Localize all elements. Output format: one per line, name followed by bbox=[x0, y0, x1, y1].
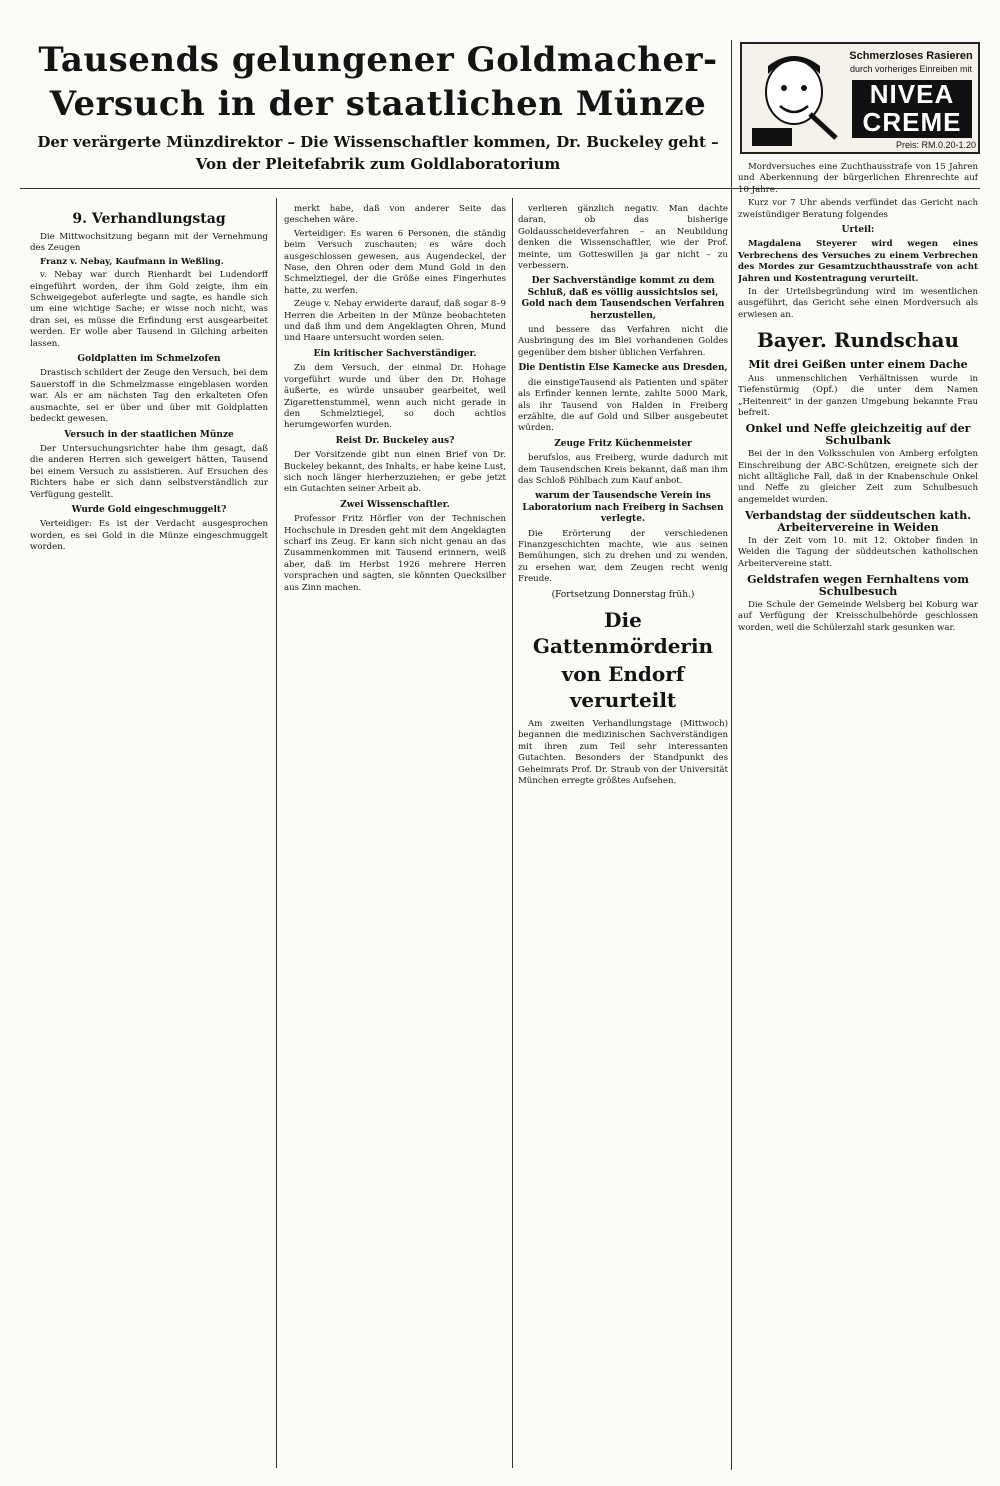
section-heading: 9. Verhandlungstag bbox=[72, 211, 226, 227]
headline-line-2: Versuch in der staatlichen Münze bbox=[49, 84, 707, 124]
article-headline-2: von Endorf verurteilt bbox=[561, 662, 685, 712]
continuation-note: (Fortsetzung Donnerstag früh.) bbox=[551, 589, 695, 600]
witness-line: Franz v. Nebay, Kaufmann in Weßling. bbox=[40, 256, 224, 267]
paragraph: verlieren gänzlich negativ. Man dachte daran, ob das bisherige Goldausscheideverfahren – an Neubildung denken die Wissenschaftler, wie der Prof. meinte, um Gotteswillen ja gar nicht – zu verbessern. bbox=[518, 204, 728, 272]
subheading: Verbandstag der süddeutschen kath. Arbeitervereine in Weiden bbox=[744, 509, 972, 534]
headline-line-1: Tausends gelungener Goldmacher- bbox=[38, 40, 718, 80]
paragraph: Mordversuches eine Zuchthausstrafe von 15 Jahren und Aberkennung der bürgerlichen Ehrenrechte auf 10 Jahre. bbox=[738, 162, 978, 195]
column-rule bbox=[276, 198, 277, 1468]
paragraph: Der Untersuchungsrichter habe ihm gesagt, daß die anderen Herren sich geweigert hätten, Tausend bei einem Versuch zu assistieren. Auf Ersuchen des Richters habe er sich dann selbstverständlich zur Verfügung gestellt. bbox=[30, 443, 268, 500]
paragraph: In der Urteilsbegründung wird im wesentlichen ausgeführt, das Gericht sehe einen Mordversuch als erwiesen an. bbox=[738, 287, 978, 320]
paragraph: In der Zeit vom 10. mit 12. Oktober finden in Weiden die Tagung der süddeutschen katholischen Arbeitervereine statt. bbox=[738, 535, 978, 569]
paragraph: Zu dem Versuch, der einmal Dr. Hohage vorgeführt wurde und über den Dr. Hohage äußerte, es würde unsauber gearbeitet, weil Zigarettenstummel, wenn auch nicht gerade in den Schmelztiegel, so doch achtlos herumgeworfen wurden. bbox=[284, 363, 506, 431]
paragraph: Verteidiger: Es waren 6 Personen, die ständig beim Versuch zuschauten; es wäre doch ausgeschlossen gewesen, aus Augendeckel, der Nase, den Ohren oder dem Mund Gold in den Schmelztiegel, der die Größe eines Fingerhutes hatte, zu werfen. bbox=[284, 228, 506, 296]
deck-line-2: Von der Pleitefabrik zum Goldlaboratorium bbox=[195, 155, 561, 173]
paragraph: v. Nebay war durch Rienhardt bei Ludendorff eingeführt worden, der ihm Gold zeigte, ihm ein Schweigegebot auferlegte und sagte, es handle sich um eine wichtige Sache; er wisse noch nicht, was dran sei, es müsse die Erfindung erst ausgearbeitet werden. Er wolle aber Tausend in Gilching arbeiten lassen. bbox=[30, 270, 268, 349]
paragraph: Am zweiten Verhandlungstage (Mittwoch) begannen die medizinischen Sachverständigen mit ihren zum Teil sehr interessanten Gutachten. Besonders der Standpunkt des Geheimrats Prof. Dr. Straub von der Universität München erregte größtes Aufsehen. bbox=[518, 719, 728, 787]
ad-price: Preis: RM.0.20-1.20 bbox=[895, 140, 976, 150]
subheading: Goldplatten im Schmelzofen bbox=[77, 354, 221, 365]
column-rule bbox=[512, 198, 513, 1468]
ad-tagline: Schmerzloses Rasieren bbox=[849, 50, 973, 62]
paragraph: Kurz vor 7 Uhr abends verfündet das Gericht nach zweistündiger Beratung folgendes bbox=[738, 198, 978, 220]
subheading: Zeuge Fritz Küchenmeister bbox=[554, 438, 692, 449]
column-3 bbox=[518, 204, 728, 1474]
column-2 bbox=[284, 204, 506, 1474]
article-headline-1: Die Gattenmörderin bbox=[532, 608, 714, 658]
subheading: warum der Tausendsche Verein ins Laboratorium nach Freiberg in Sachsen verlegte. bbox=[522, 491, 724, 525]
paragraph: Verteidiger: Es ist der Verdacht ausgesprochen worden, es sei Gold in die Münze eingeschmuggelt worden. bbox=[30, 519, 268, 553]
paragraph: und bessere das Verfahren nicht die Ausbringung des im Blei vorhandenen Goldes gegenüber dem bisher üblichen Verfahren. bbox=[518, 325, 728, 358]
subheading: Reist Dr. Buckeley aus? bbox=[335, 435, 455, 446]
paragraph: Der Vorsitzende gibt nun einen Brief von Dr. Buckeley bekannt, des Inhalts, er habe keine Lust, sich noch länger hierherzuziehen; er gebe jetzt ein Gutachten seiner Arbeit ab. bbox=[284, 450, 506, 495]
column-rule-ad bbox=[731, 40, 732, 1470]
subheading: Mit drei Geißen unter einem Dache bbox=[748, 358, 968, 372]
verdict-text: Magdalena Steyerer wird wegen eines Verbrechens des Versuches zu einem Verbrechen des Mordes zur Gesamtzuchthausstrafe von acht Jahren und Kostentragung verurteilt. bbox=[738, 239, 978, 284]
paragraph: merkt habe, daß von anderer Seite das geschehen wäre. bbox=[284, 204, 506, 226]
paragraph: Die Schule der Gemeinde Welsberg bei Koburg war auf Verfügung der Kreisschulbehörde geschlossen worden, weil die Schülerzahl stark gesunken war. bbox=[738, 600, 978, 633]
paragraph: berufslos, aus Freiberg, wurde dadurch mit dem Tausendschen Kreis bekannt, daß man ihm das Schloß Pöhlbach zum Kauf anbot. bbox=[518, 453, 728, 486]
subheading: Ein kritischer Sachverständiger. bbox=[313, 348, 477, 359]
paragraph: Die Mittwochsitzung begann mit der Vernehmung des Zeugen bbox=[30, 232, 268, 254]
nivea-advertisement bbox=[740, 42, 980, 154]
ad-subline: durch vorheriges Einreiben mit bbox=[849, 64, 973, 74]
section-headline: Bayer. Rundschau bbox=[756, 328, 959, 353]
subheading: Onkel und Neffe gleichzeitig auf der Schulbank bbox=[745, 422, 971, 447]
subheading: Wurde Gold eingeschmuggelt? bbox=[71, 504, 227, 515]
ad-brand-1: NIVEA bbox=[869, 79, 955, 109]
subheading: Der Sachverständige kommt zu dem Schluß, daß es völlig aussichtslos sei, Gold nach dem Tausendschen Verfahren herzustellen, bbox=[521, 276, 725, 321]
shaving-man-illustration bbox=[750, 52, 842, 148]
paragraph: Aus unmenschlichen Verhältnissen wurde in Tiefenstürmig (Opf.) die unter dem Namen „Heitenreit“ in der ganzen Umgebung bekannte Frau befreit. bbox=[738, 373, 978, 418]
column-4 bbox=[738, 162, 978, 1472]
paragraph: Bei der in den Volksschulen von Amberg erfolgten Einschreibung der ABC-Schützen, ereignete sich der nicht alltägliche Fall, daß in der Knabenschule Onkel und Neffe zu gleicher Zeit zum Schulbesuch angemeldet wurden. bbox=[738, 449, 978, 505]
paragraph: die einstigeTausend als Patienten und später als Erfinder kennen lernte, zahlte 5000 Mark, als ihr Tausend von Halden in Freiberg erzählte, die auf Gold und Silber ausgebeutet würden. bbox=[518, 377, 728, 434]
column-1 bbox=[30, 204, 268, 1474]
subheading: Zwei Wissenschaftler. bbox=[340, 499, 450, 510]
nivea-logo bbox=[852, 80, 972, 138]
paragraph: Zeuge v. Nebay erwiderte darauf, daß sogar 8–9 Herren die Arbeiten in der Münze beobachteten und daß ihm und dem Angeklagten Ohren, Mund und Haare untersucht worden seien. bbox=[284, 299, 506, 344]
subheading: Die Dentistin Else Kamecke aus Dresden, bbox=[518, 363, 728, 374]
verdict-label: Urteil: bbox=[841, 225, 875, 236]
ad-brand-2: CREME bbox=[862, 107, 962, 137]
subheading: Versuch in der staatlichen Münze bbox=[64, 429, 234, 440]
paragraph: Die Erörterung der verschiedenen Finanzgeschichten machte, wie aus seinen Bemühungen, sich zu drehen und zu wenden, zu ersehen war, dem Zeugen recht wenig Freude. bbox=[518, 528, 728, 585]
paragraph: Drastisch schildert der Zeuge den Versuch, bei dem Sauerstoff in die Schmelzmasse eingeblasen worden war. Als er am nächsten Tag den erkalteten Ofen ausmachte, sei er über und über mit Goldplatten bedeckt gewesen. bbox=[30, 368, 268, 425]
subheading: Geldstrafen wegen Fernhaltens vom Schulbesuch bbox=[747, 573, 969, 598]
paragraph: Professor Fritz Hörfler von der Technischen Hochschule in Dresden geht mit dem Angeklagten scharf ins Zeug. Er kann sich nicht genau an das Zusammenkommen mit Tausend erinnern, weiß aber, daß im Herbst 1926 mehrere Herren vorsprachen und sagten, sie könnten Quecksilber aus Zinn machen. bbox=[284, 514, 506, 593]
deck-line-1: Der verärgerte Münzdirektor – Die Wissenschaftler kommen, Dr. Buckeley geht – bbox=[37, 133, 719, 151]
headline-block bbox=[28, 38, 728, 174]
